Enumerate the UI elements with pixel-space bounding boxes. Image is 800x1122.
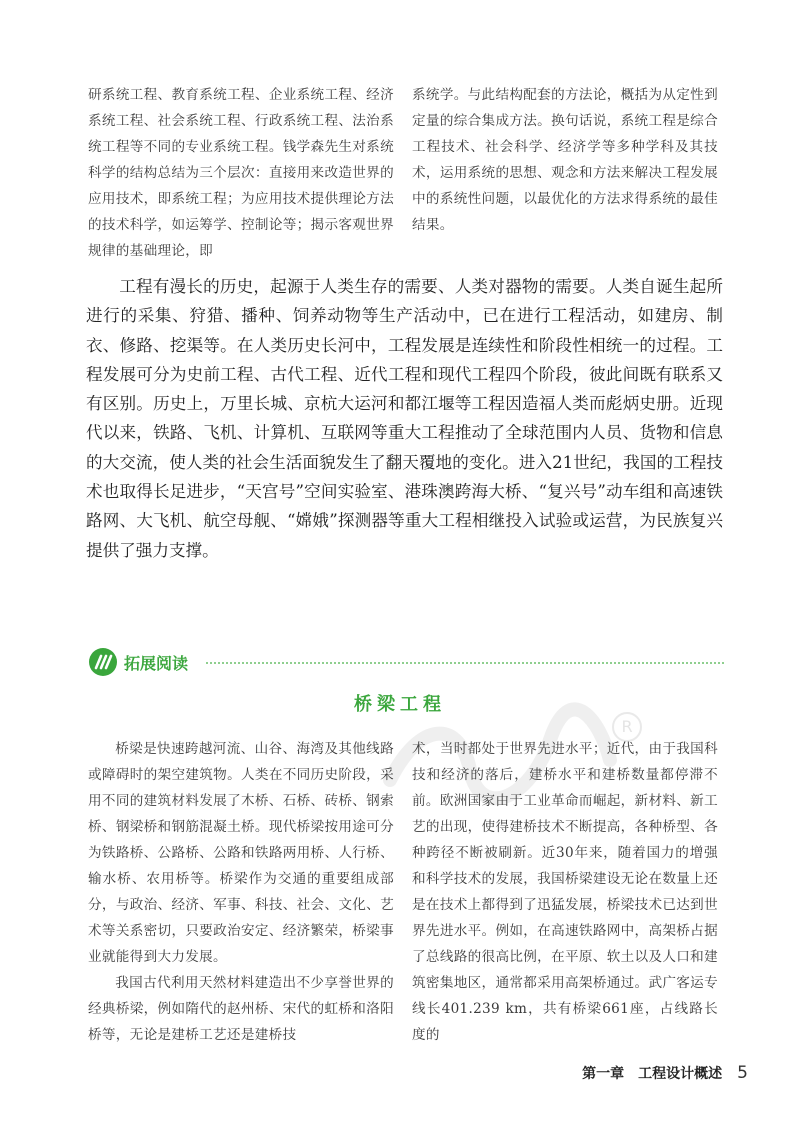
dotted-divider (206, 662, 724, 664)
bridge-paragraph-2: 我国古代利用天然材料建造出不少享誉世界的经典桥梁，例如隋代的赵州桥、宋代的虹桥和洛阳桥等，无论是建桥工艺还是建桥技 (88, 975, 394, 1043)
bridge-paragraph-1: 桥梁是快速跨越河流、山谷、海湾及其他线路或障碍时的架空建筑物。人类在不同历史阶段，采用不同的建筑材料发展了木桥、石桥、砖桥、钢索桥、钢梁桥和钢筋混凝土桥。现代桥梁按用途可分为铁路桥、公路桥、公路和铁路两用桥、人行桥、输水桥、农用桥等。桥梁作为交通的重要组成部分，与政治、经济、军事、科技、社会、文化、艺术等关系密切，只要政治安定、经济繁荣，桥梁事业就能得到大力发展。 (88, 741, 394, 965)
extended-reading-icon (88, 647, 118, 677)
main-paragraph: 工程有漫长的历史，起源于人类生存的需要、人类对器物的需要。人类自诞生起所进行的采集、狩猎、播种、饲养动物等生产活动中，已在进行工程活动，如建房、制衣、修路、挖渠等。在人类历史长河中，工程发展是连续性和阶段性相统一的过程。工程发展可分为史前工程、古代工程、近代工程和现代工程四个阶段，彼此间既有联系又有区别。历史上，万里长城、京杭大运河和都江堰等工程因造福人类而彪炳史册。近现代以来，铁路、飞机、计算机、互联网等重大工程推动了全球范围内人员、货物和信息的大交流，使人类的社会生活面貌发生了翻天覆地的变化。进入21世纪，我国的工程技术也取得长足进步，“天宫号”空间实验室、港珠澳跨海大桥、“复兴号”动车组和高速铁路网、大飞机、航空母舰、“嫦娥”探测器等重大工程相继投入试验或运营，为民族复兴提供了强力支撑。 (86, 277, 723, 560)
top-right-paragraph: 系统学。与此结构配套的方法论，概括为从定性到定量的综合集成方法。换句话说，系统工程是综合工程技术、社会科学、经济学等多种学科及其技术，运用系统的思想、观念和方法来解决工程发展中的系统性问题，以最优化的方法求得系统的最佳结果。 (412, 87, 718, 233)
bridge-paragraph-continued: 术，当时都处于世界先进水平；近代，由于我国科技和经济的落后，建桥水平和建桥数量都停滞不前。欧洲国家由于工业革命而崛起，新材料、新工艺的出现，使得建桥技术不断提高，各种桥型、各种跨径不断被刷新。近30年来，随着国力的增强和科学技术的发展，我国桥梁建设无论在数量上还是在技术上都得到了迅猛发展，桥梁技术已达到世界先进水平。例如，在高速铁路网中，高架桥占据了总线路的很高比例，在平原、软土以及人口和建筑密集地区，通常都采用高架桥通过。武广客运专线长401.239 km，共有桥梁661座，占线路长度的 (412, 741, 718, 1043)
footer-chapter-title: 第一章 工程设计概述 (582, 1066, 723, 1082)
extended-reading-header (88, 645, 724, 679)
bottom-right-column (412, 736, 718, 1048)
bottom-left-column (88, 736, 394, 1048)
top-left-column (88, 82, 394, 264)
page-footer (582, 1063, 748, 1083)
registered-mark: R (612, 712, 642, 742)
section-title: 桥梁工程 (354, 694, 446, 715)
top-right-column (412, 82, 718, 238)
extended-reading-label: 拓展阅读 (124, 654, 189, 673)
page-number: 5 (737, 1063, 748, 1083)
top-left-paragraph: 研系统工程、教育系统工程、企业系统工程、经济系统工程、社会系统工程、行政系统工程、法治系统工程等不同的专业系统工程。钱学森先生对系统科学的结构总结为三个层次：直接用来改造世界的应用技术，即系统工程；为应用技术提供理论方法的技术科学，如运筹学、控制论等；揭示客观世界规律的基础理论，即 (88, 87, 394, 259)
